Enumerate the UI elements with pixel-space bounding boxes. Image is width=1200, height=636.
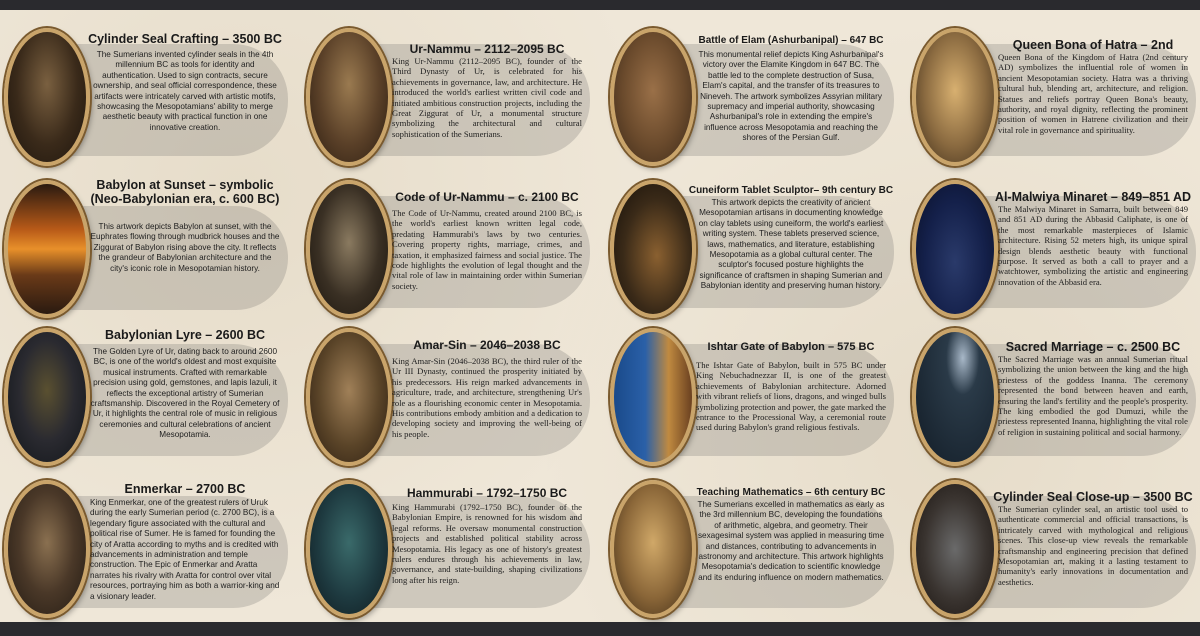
- babylon-sunset-image: [4, 180, 90, 318]
- card-amar-sin: [302, 318, 602, 468]
- card-al-malwiya-minaret: [908, 170, 1200, 320]
- card-description: This artwork depicts Babylon at sunset, with the Euphrates flowing through mudbrick houses and the Ziggurat of Babylon rising above the city. It reflects the grandeur of Babylonian architecture and the city's iconic role in Mesopotamian history.: [90, 222, 280, 273]
- card-title: Hammurabi – 1792–1750 BC: [406, 486, 568, 500]
- card-title: Teaching Mathematics – 6th century BC: [696, 487, 886, 498]
- card-description: King Ur-Nammu (2112–2095 BC), founder of the Third Dynasty of Ur, is celebrated for his achievements in governance, law, and architecture. He introduced the world's earliest written civil code and initiated ambitious construction projects, including the Great Ziggurat of Ur, a monumental structure symbolizing the architectural and cultural sophistication of the Sumerians.: [392, 56, 582, 139]
- column-1: [0, 10, 300, 622]
- malwiya-minaret-image: [912, 180, 998, 318]
- card-title: Cylinder Seal Close-up – 3500 BC: [993, 490, 1193, 504]
- card-teaching-mathematics: [606, 470, 906, 620]
- card-title: Queen Bona of Hatra – 2nd: [1012, 38, 1174, 52]
- card-title: Battle of Elam (Ashurbanipal) – 647 BC: [698, 35, 884, 46]
- card-battle-of-elam: [606, 18, 906, 168]
- cylinder-seal-closeup-image: [912, 480, 998, 618]
- enmerkar-image: [4, 480, 90, 618]
- card-title: Ishtar Gate of Babylon – 575 BC: [707, 341, 875, 353]
- card-title: Babylonian Lyre – 2600 BC: [104, 328, 266, 342]
- card-cylinder-seal-crafting: [0, 18, 300, 168]
- ishtar-gate-image: [610, 328, 696, 466]
- card-hammurabi: [302, 470, 602, 620]
- card-description: This monumental relief depicts King Ashurbanipal's victory over the Elamite Kingdom in 647 BC. The battle led to the complete destruction of Susa, Elam's capital, and the transfer of its treasures to Nineveh. The artwork symbolizes Assyrian military supremacy and imperial authority, showcasing Ashurbanipal's role in extending the empire's influence across Mesopotamia and reaching the shores of the Persian Gulf.: [698, 50, 884, 143]
- card-description: King Amar-Sin (2046–2038 BC), the third ruler of the Ur III Dynasty, continued the prosperity initiated by his predecessors. His reign marked advancements in agriculture, trade, and architecture, strengthening Ur's role as a flourishing economic center in Mesopotamia. His contributions embody ambition and a dedication to developing society and improving the well-being of his people.: [392, 356, 582, 439]
- code-ur-nammu-image: [306, 180, 392, 318]
- card-description: The Code of Ur-Nammu, created around 2100 BC, is the world's earliest known written legal code, predating Hammurabi's laws by two centuries. Covering property rights, marriage, crimes, and taxation, it emphasized fairness and social justice. The code highlights the evolution of legal thought and the vital role of law in maintaining order within Sumerian society.: [392, 208, 582, 291]
- column-2: [302, 10, 602, 622]
- hammurabi-image: [306, 480, 392, 618]
- amar-sin-image: [306, 328, 392, 466]
- card-title: Code of Ur-Nammu – c. 2100 BC: [395, 190, 579, 204]
- card-description: The Sumerians excelled in mathematics as early as the 3rd millennium BC, developing the foundations of arithmetic, algebra, and geometry. Their sexagesimal system was applied in measuring time and distances, contributing to advancements in astronomy and architecture. This artwork highlights Mesopotamia's dedication to scientific knowledge and its enduring influence on modern mathematics.: [697, 500, 885, 582]
- card-title: Babylon at Sunset – symbolic (Neo-Babylonian era, c. 600 BC): [90, 178, 280, 206]
- card-ishtar-gate: [606, 318, 906, 468]
- card-title: Cylinder Seal Crafting – 3500 BC: [88, 32, 282, 46]
- card-cylinder-seal-close-up: [908, 470, 1200, 620]
- column-4: [908, 10, 1200, 622]
- card-ur-nammu: [302, 18, 602, 168]
- sacred-marriage-image: [912, 328, 998, 466]
- card-sacred-marriage: [908, 318, 1200, 468]
- card-description: The Sacred Marriage was an annual Sumerian ritual symbolizing the union between the king and the high priestess of the goddess Inanna. The ceremony represented the bond between heaven and earth, ensuring the land's fertility and the people's prosperity. The king embodied the god Dumuzi, while the priestess represented Inanna, highlighting the vital role of religion in sustaining political and social harmony.: [998, 354, 1188, 437]
- card-description: The Sumerians invented cylinder seals in the 4th millennium BC as tools for identity and authentication. Used to sign contracts, secure ownership, and seal official correspondence, these artifacts were intricately carved with artistic motifs, showcasing the Mesopotamians' ability to merge aesthetic beauty with practical function in one innovative creation.: [93, 50, 277, 132]
- card-description: This artwork depicts the creativity of ancient Mesopotamian artisans in documenting knowledge on clay tablets using cuneiform, the world's earliest writing system. These tablets preserved science, laws, mathematics, and literature, establishing Mesopotamia as a global cultural center. The sculptor's focused posture highlights the significance of craftsmen in shaping Sumerian and Babylonian identity and preserving human history.: [698, 198, 884, 291]
- card-babylon-at-sunset: [0, 170, 300, 320]
- card-title: Enmerkar – 2700 BC: [124, 482, 246, 496]
- battle-of-elam-image: [610, 28, 696, 166]
- card-description: The Golden Lyre of Ur, dating back to around 2600 BC, is one of the world's oldest and most exquisite musical instruments. Crafted with remarkable precision using gold, gemstones, and lapis lazuli, it reflects the exceptional artistry of Sumerian craftsmanship. Discovered in the Royal Cemetery of Ur, it highlights the central role of music in religious ceremonies and cultural celebrations of ancient Mesopotamia.: [90, 347, 280, 440]
- ur-nammu-image: [306, 28, 392, 166]
- card-description: King Hammurabi (1792–1750 BC), founder of the Babylonian Empire, is renowned for his wisdom and legal reforms. He oversaw monumental construction projects and established political stability across Mesopotamia. His legacy as one of history's greatest rulers endures through his achievements in law, governance, and state-building, shaping civilizations long after his reign.: [392, 502, 582, 585]
- card-title: Sacred Marriage – c. 2500 BC: [1005, 340, 1181, 354]
- card-cuneiform-tablet-sculptor: [606, 170, 906, 320]
- card-description: The Malwiya Minaret in Samarra, built between 849 and 851 AD during the Abbasid Caliphate, is one of the most remarkable masterpieces of Islamic architecture. Rising 52 meters high, its unique spiral design blends aesthetic beauty with functional purpose. It served as both a call to prayer and a watchtower, symbolizing the artistic and engineering innovation of the Abbasid era.: [998, 204, 1188, 287]
- card-title: Amar-Sin – 2046–2038 BC: [413, 338, 561, 352]
- card-description: King Enmerkar, one of the greatest rulers of Uruk during the early Sumerian period (c. 2700 BC), is a legendary figure associated with the cultural and political rise of Sumer. He is famed for founding the city of Aratta according to myths and is credited with advancements in administration and temple construction. The Epic of Enmerkar and Aratta narrates his rivalry with Aratta for control over vital resources, portraying him as both a warrior-king and a visionary leader.: [90, 498, 280, 601]
- lyre-image: [4, 328, 90, 466]
- cuneiform-sculptor-image: [610, 180, 696, 318]
- poster-sheet: [0, 10, 1200, 622]
- teaching-mathematics-image: [610, 480, 696, 618]
- card-code-of-ur-nammu: [302, 170, 602, 320]
- queen-bona-image: [912, 28, 998, 166]
- card-title: Al-Malwiya Minaret – 849–851 AD: [994, 190, 1192, 204]
- column-3: [606, 10, 906, 622]
- card-description: The Ishtar Gate of Babylon, built in 575 BC under King Nebuchadnezzar II, is one of the greatest achievements of Babylonian architecture. Adorned with vibrant reliefs of lions, dragons, and winged bulls symbolizing protection and power, the gate marked the entrance to the Processional Way, a ceremonial route used during Babylon's grand religious festivals.: [696, 360, 886, 433]
- card-description: Queen Bona of the Kingdom of Hatra (2nd century AD) symbolizes the influential role of women in ancient Mesopotamian society. Hatra was a thriving cultural hub, blending art, architecture, and religion. Statues and reliefs portray Queen Bona's beauty, authority, and royal dignity, reflecting the prominent position of women in Hatrene civilization and their vital role in governance and spirituality.: [998, 52, 1188, 135]
- card-babylonian-lyre: [0, 318, 300, 468]
- card-description: The Sumerian cylinder seal, an artistic tool used to authenticate commercial and official transactions, is intricately carved with mythological and religious scenes. This close-up view reveals the remarkable craftsmanship and engineering precision that defined Mesopotamian art, making it a lasting testament to humanity's early innovations in documentation and aesthetics.: [998, 504, 1188, 587]
- card-title: Ur-Nammu – 2112–2095 BC: [409, 42, 565, 56]
- card-enmerkar: [0, 470, 300, 620]
- card-title: Cuneiform Tablet Sculptor– 9th century BC: [688, 185, 894, 196]
- seal-crafting-image: [4, 28, 90, 166]
- card-queen-bona: [908, 18, 1200, 168]
